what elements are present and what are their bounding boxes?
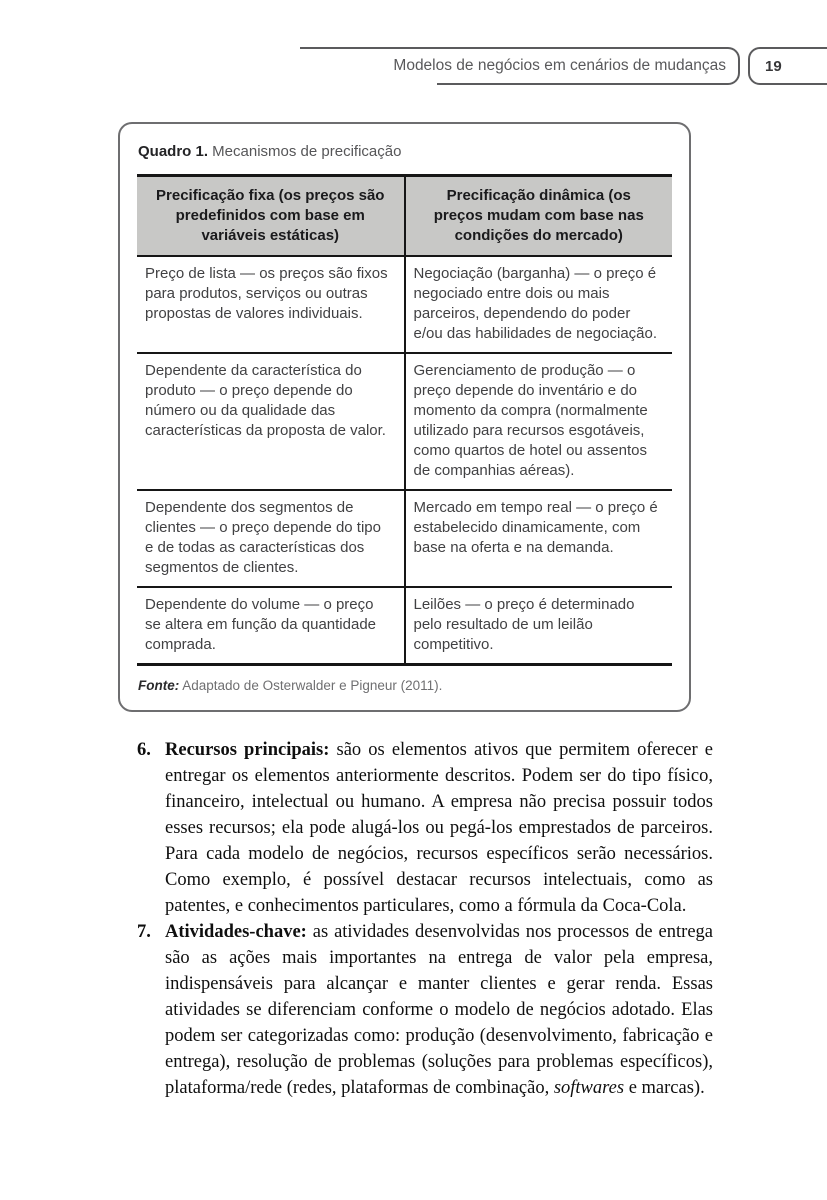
- source-text: Adaptado de Osterwalder e Pigneur (2011).: [179, 678, 443, 693]
- table-source: [138, 677, 672, 694]
- list-item-body-end: e marcas).: [624, 1078, 705, 1098]
- quadro-label: Quadro 1.: [138, 143, 209, 160]
- table-cell: Dependente da característica do produto — o preço depende do número ou da qualidade das características da proposta de valor.: [137, 353, 405, 490]
- list-item-body: são os elementos ativos que permitem oferecer e entregar os elementos anteriormente descritos. Podem ser do tipo físico, financeiro, intelectual ou humano. A empresa não precisa possuir todos esses recursos; ela pode alugá-los ou pegá-los emprestados de parceiros. Para cada modelo de negócios, recursos específicos serão necessários. Como exemplo, é possível destacar recursos intelectuais, como as patentes, e conhecimentos particulares, como a fórmula da Coca-Cola.: [165, 740, 714, 916]
- table-header-row: [137, 176, 672, 257]
- list-item-lead: Recursos principais:: [165, 740, 330, 760]
- table-row: [137, 353, 672, 490]
- list-item-number: 6.: [137, 740, 151, 760]
- table-cell: Mercado em tempo real — o preço é estabelecido dinamicamente, com base na oferta e na demanda.: [405, 490, 673, 587]
- pricing-table: [137, 174, 672, 666]
- table-header-cell-fixed-pricing: Precificação fixa (os preços são predefinidos com base em variáveis estáticas): [137, 176, 405, 257]
- list-item-paragraph: [165, 737, 713, 919]
- list-item-7: [137, 919, 713, 1101]
- table-cell: Preço de lista — os preços são fixos para produtos, serviços ou outras propostas de valores individuais.: [137, 256, 405, 353]
- table-row: [137, 490, 672, 587]
- running-head-box: [393, 47, 740, 85]
- quadro-title: [138, 142, 672, 162]
- table-cell: Dependente do volume — o preço se altera em função da quantidade comprada.: [137, 587, 405, 665]
- table-cell: Leilões — o preço é determinado pelo resultado de um leilão competitivo.: [405, 587, 673, 665]
- table-header-cell-dynamic-pricing: Precificação dinâmica (os preços mudam com base nas condições do mercado): [405, 176, 673, 257]
- source-label: Fonte:: [138, 678, 180, 693]
- table-cell: Dependente dos segmentos de clientes — o preço depende do tipo e de todas as características dos segmentos de clientes.: [137, 490, 405, 587]
- list-item-paragraph: [165, 919, 713, 1101]
- table-row: [137, 587, 672, 665]
- table-cell: Gerenciamento de produção — o preço depende do inventário e do momento da compra (normalmente utilizado para recursos esgotáveis, como quartos de hotel ou assentos de companhias aéreas).: [405, 353, 673, 490]
- table-cell: Negociação (barganha) — o preço é negociado entre dois ou mais parceiros, dependendo do poder e/ou das habilidades de negociação.: [405, 256, 673, 353]
- list-item-lead: Atividades-chave:: [165, 922, 307, 942]
- table-row: [137, 256, 672, 353]
- quadro-box: [118, 122, 691, 712]
- list-item-6: [137, 737, 713, 919]
- body-text: [137, 737, 713, 1101]
- page-number-box: [748, 47, 827, 85]
- header-rule: [300, 47, 439, 49]
- list-item-body: as atividades desenvolvidas nos processos de entrega são as ações mais importantes na entrega de valor pela empresa, indispensáveis para alcançar e manter clientes e gerar renda. Essas atividades se diferenciam conforme o modelo de negócios adotado. Elas podem ser categorizadas como: produção (desenvolvimento, fabricação e entrega), resolução de problemas (soluções para problemas específicos), plataforma/rede (redes, plataformas de combinação,: [165, 922, 713, 1098]
- running-head-text: Modelos de negócios em cenários de mudanças: [393, 57, 726, 74]
- page-number: 19: [765, 57, 782, 75]
- quadro-title-text: Mecanismos de precificação: [208, 143, 402, 160]
- list-item-italic-word: softwares: [553, 1078, 625, 1098]
- list-item-number: 7.: [137, 922, 151, 942]
